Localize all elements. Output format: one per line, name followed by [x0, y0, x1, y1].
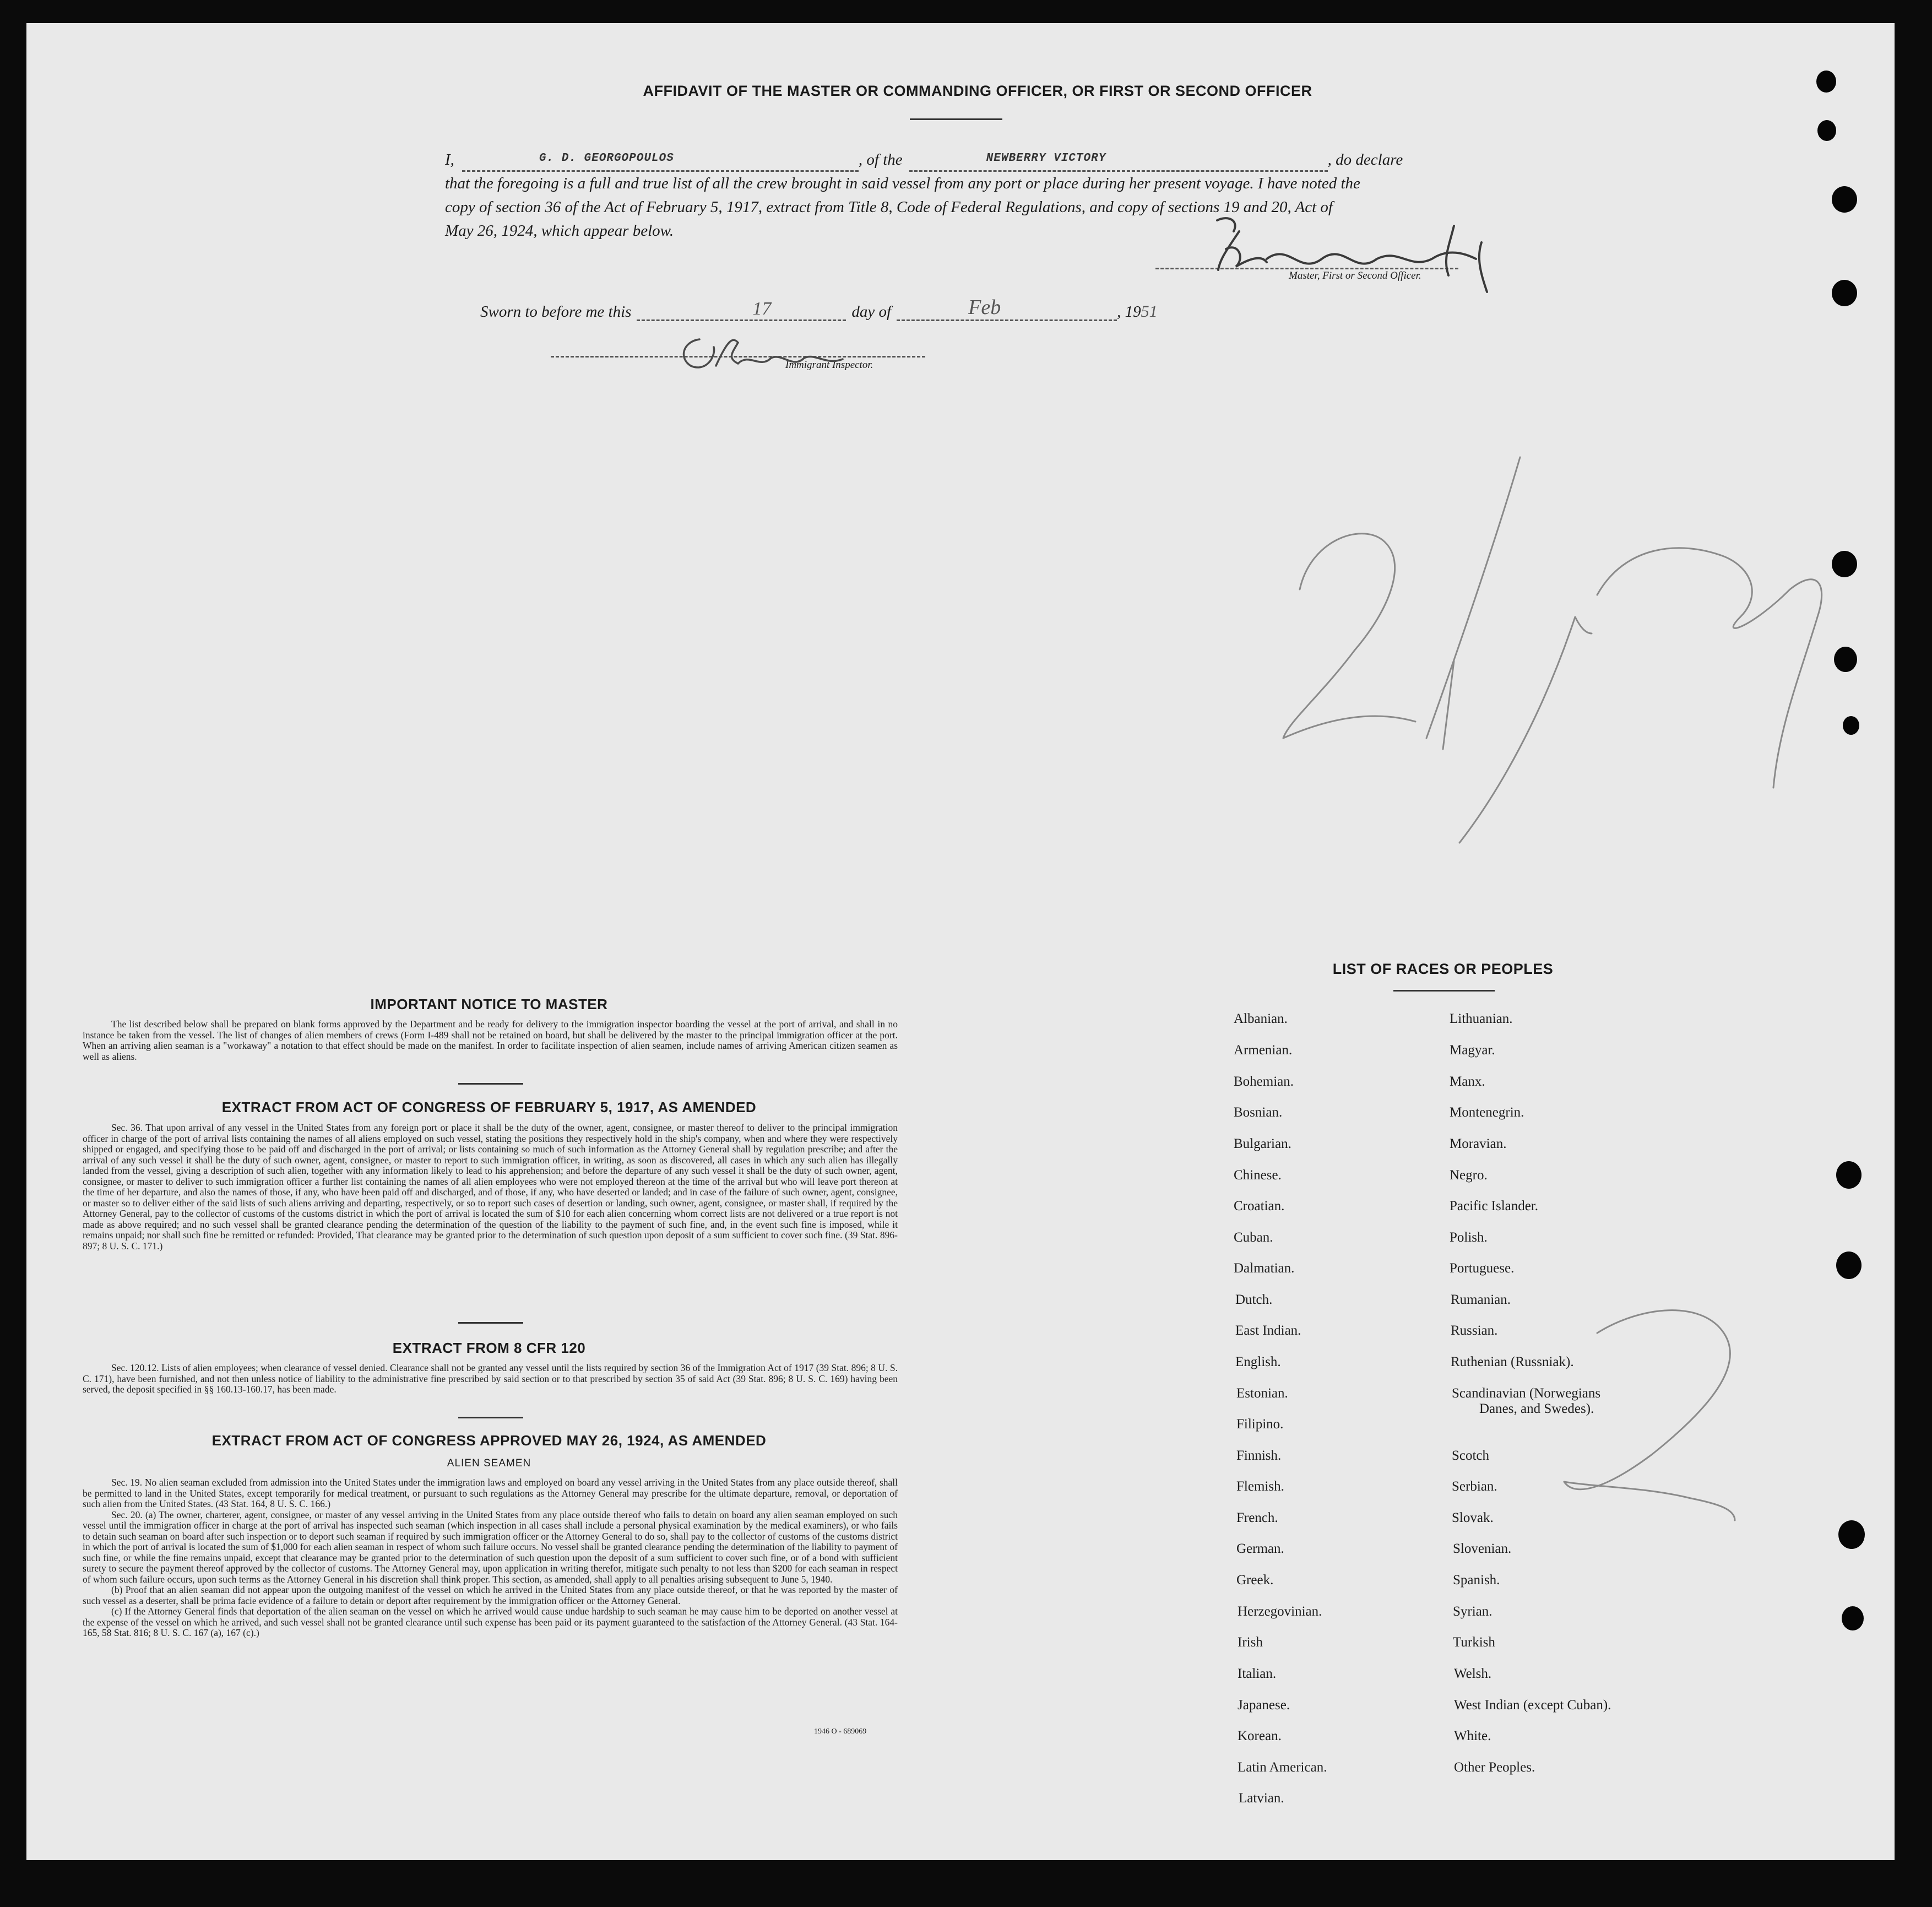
extract-1917-text: Sec. 36. That upon arrival of any vessel in the United States from any foreign port or place it shall be the duty of the owner, agent, consignee, or master thereof to deliver to the principal immigration officer in charge of the port of arrival lists containing the names of all aliens employed on such vessel, stating the positions they respectively hold in the ship's company, when and where they were respectively shipped or engaged, and specifying those to be paid off and discharged in the port of arrival; or lists containing so much of such information as the Attorney General shall by regulation prescribe; and after the arrival of any such vessel it shall be the duty of such owner, agent, consignee, or master to report to such immigration officer, in writing, as soon as discovered, all cases in which any such alien has illegally landed from the vessel, giving a description of such alien, together with any information likely to lead to his apprehension; and before the departure of any such vessel it shall be the duty of such owner, agent, consignee, or master to deliver to such immigration officer a further list containing the names of all alien employees who were not employed thereon at the time of the arrival but who will leave port thereon at the time of her departure, and also the names of those, if any, who have been paid off and discharged, and of those, if any, who have deserted or landed; and in case of the failure of such owner, agent, consignee, or master so to deliver either of the said lists of such aliens arriving and departing, respectively, or so to report such cases of desertion or landing, such owner, agent, consignee, or master shall, if required by the Attorney General, pay to the collector of customs of the customs district in which the port of arrival is located the sum of $10 for each alien concerning whom correct lists are not delivered or a true report is not made as above required; and no such vessel shall be granted clearance pending the determination of the question of the liability to the payment of such fine, and, in the event such fine is imposed, while it remains unpaid; nor shall such fine be remitted or refunded: Provided, That clearance may be granted prior to the determination of such question upon deposit of a sum sufficient to cover such fine. (39 Stat. 896-897; 8 U. S. C. 171.)	[83, 1122, 898, 1252]
affidavit-i-label: I,	[445, 151, 454, 169]
race-item: Welsh.	[1454, 1666, 1492, 1681]
extract-1924-title: EXTRACT FROM ACT OF CONGRESS APPROVED MAY 26, 1924, AS AMENDED	[211, 1432, 767, 1449]
race-item: Japanese.	[1238, 1698, 1290, 1713]
extract-1924-sec20a: Sec. 20. (a) The owner, charterer, agent, consignee, or master of any vessel arriving in the United States from any place outside thereof who fails to detain on board any alien seaman employed on such vessel until the immigration officer in charge at the port of arrival has inspected such seaman (which inspection in all cases shall include a personal physical examination by the medical examiners), or who fails to detain such seaman on board after such inspection or to deport such seaman if required by such immigration officer or the Attorney General to do so, shall pay to the collector of customs of the customs district in which the port of arrival is located the sum of $1,000 for each alien seaman in respect of whom such failure occurs. No vessel shall be granted clearance pending the determination of the liability to payment of such fine, or while the fine remains unpaid, except that clearance may be granted prior to the determination of such question upon the deposit of a sum sufficient to cover such fine, or of a bond with sufficient surety to secure the payment thereof approved by the collector of customs. The Attorney General may, upon application in writing therefor, mitigate such penalty to not less than $200 for each seaman in respect of whom such failure occurs, upon such terms as the Attorney General in his discretion shall think proper. This section, as amended, shall apply to all penalties arising subsequent to June 5, 1940.	[83, 1509, 898, 1585]
extract-1924-sec20c: (c) If the Attorney General finds that deportation of the alien seaman on the vessel on which he arrived would cause undue hardship to such seaman he may cause him to be deported on another vessel at the expense of the vessel on which he arrived, and such vessel shall not be granted clearance until such expense has been paid or its payment guaranteed to the satisfaction of the Attorney General. (43 Stat. 164-165, 58 Stat. 816; 8 U. S. C. 167 (a), 167 (c).)	[83, 1606, 898, 1638]
inspector-signature	[683, 339, 843, 367]
race-item: Syrian.	[1453, 1604, 1493, 1619]
race-item: Magyar.	[1450, 1043, 1495, 1058]
race-item: Albanian.	[1234, 1011, 1288, 1026]
race-item: Latvian.	[1239, 1791, 1284, 1806]
race-item: Filipino.	[1236, 1417, 1284, 1432]
race-item: Russian.	[1451, 1323, 1498, 1338]
races-title: LIST OF RACES OR PEOPLES	[1332, 961, 1554, 977]
race-item: Slovak.	[1452, 1510, 1494, 1525]
race-item: Estonian.	[1236, 1386, 1288, 1401]
races-rule	[1393, 990, 1495, 992]
race-item: Latin American.	[1238, 1760, 1327, 1775]
race-item: Croatian.	[1234, 1199, 1285, 1213]
race-item: Spanish.	[1453, 1573, 1500, 1588]
race-item: Armenian.	[1234, 1043, 1293, 1058]
extract-1924-sec20b: (b) Proof that an alien seaman did not appear upon the outgoing manifest of the vessel on which he arrived in the United States from any place outside thereof, or that he was reported by the master of such vessel as a deserter, shall be prima facie evidence of a failure to detain or deport after requirement by the immigration officer or the Attorney General.	[83, 1584, 898, 1606]
race-item: German.	[1236, 1541, 1284, 1556]
race-item: Bohemian.	[1234, 1074, 1294, 1089]
race-item: Irish	[1238, 1635, 1263, 1650]
affidavit-of-the-label: , of the	[858, 151, 903, 169]
race-item: Other Peoples.	[1454, 1760, 1535, 1775]
race-item: Italian.	[1238, 1666, 1277, 1681]
extract-cfr-text: Sec. 120.12. Lists of alien employees; when clearance of vessel denied. Clearance shall not be granted any vessel until the lists required by section 36 of the Immigration Act of 1917 (39 Stat. 896; 8 U. S. C. 171), have been furnished, and not then unless notice of liability to the administrative fine prescribed by said section or to that prescribed by section 35 of said Act (39 Stat. 896; 8 U. S. C. 169) having been served, the deposit specified in §§ 160.13-160.17, has been made.	[83, 1362, 898, 1395]
affidavit-line-4: May 26, 1924, which appear below.	[445, 222, 674, 240]
notice-rule	[458, 1083, 523, 1085]
race-item: Moravian.	[1450, 1136, 1507, 1151]
extract-1924-sec19: Sec. 19. No alien seaman excluded from admission into the United States under the immigration laws and employed on board any vessel arriving in the United States from any place outside thereof, shall be permitted to land in the United States, except temporarily for medical treatment, or pursuant to such regulations as the Attorney General may prescribe for the ultimate departure, removal, or deportation of such alien from the United States. (43 Stat. 164, 8 U. S. C. 166.)	[83, 1477, 898, 1509]
race-item: Pacific Islander.	[1450, 1199, 1539, 1213]
race-item: Bulgarian.	[1234, 1136, 1291, 1151]
inspector-caption: Immigrant Inspector.	[785, 359, 873, 371]
race-item: Danes, and Swedes).	[1479, 1401, 1594, 1416]
affidavit-title: AFFIDAVIT OF THE MASTER OR COMMANDING OFFICER, OR FIRST OR SECOND OFFICER	[643, 83, 1312, 99]
extract-1924-body	[83, 1477, 898, 1639]
master-caption: Master, First or Second Officer.	[1289, 270, 1421, 281]
race-item: Bosnian.	[1234, 1105, 1283, 1120]
race-item: Montenegrin.	[1450, 1105, 1524, 1120]
race-item: Manx.	[1450, 1074, 1485, 1089]
handwritten-date-note	[1283, 457, 1822, 843]
race-item: East Indian.	[1235, 1323, 1301, 1338]
notice-title: IMPORTANT NOTICE TO MASTER	[370, 996, 608, 1012]
print-code: 1946 O - 689069	[814, 1727, 867, 1736]
year-prefix: , 19	[1117, 303, 1141, 321]
day-of-label: day of	[851, 303, 892, 321]
master-name-value: G. D. GEORGOPOULOS	[539, 152, 674, 165]
race-item: Flemish.	[1236, 1479, 1284, 1494]
affidavit-do-declare: , do declare	[1327, 151, 1403, 169]
sworn-day-value: 17	[752, 299, 772, 319]
affidavit-line-3: copy of section 36 of the Act of February 5, 1917, extract from Title 8, Code of Federal Regulations, and copy of sections 19 and 20, Act of	[445, 198, 1333, 216]
race-item: Greek.	[1236, 1573, 1274, 1588]
race-item: Negro.	[1450, 1168, 1488, 1183]
extract-1917-title: EXTRACT FROM ACT OF CONGRESS OF FEBRUARY 5, 1917, AS AMENDED	[221, 1099, 757, 1115]
race-item: Cuban.	[1234, 1230, 1273, 1245]
extract-1917-rule	[458, 1322, 523, 1324]
race-item: Korean.	[1238, 1729, 1282, 1743]
sworn-month-value: Feb	[968, 296, 1001, 319]
race-item: French.	[1236, 1510, 1278, 1525]
sworn-label: Sworn to before me this	[480, 303, 632, 321]
race-item: Polish.	[1450, 1230, 1488, 1245]
race-item: Lithuanian.	[1450, 1011, 1513, 1026]
race-item: Turkish	[1453, 1635, 1495, 1650]
notice-text: The list described below shall be prepared on blank forms approved by the Department and be ready for delivery to the immigration inspector boarding the vessel at the port of arrival, and shall in no instance be taken from the vessel. The list of changes of alien members of crews (Form I-489 shall not be retained on board, but shall be delivered by the master to the principal immigration officer at the port. When an arriving alien seaman is a "workaway" a notation to that effect should be made on the manifest. In order to facilitate inspection of alien seamen, include names of arriving American citizen seamen as well as aliens.	[83, 1018, 898, 1062]
race-item: Portuguese.	[1450, 1261, 1515, 1276]
extract-cfr-title: EXTRACT FROM 8 CFR 120	[392, 1340, 586, 1356]
race-item: Dalmatian.	[1234, 1261, 1295, 1276]
race-item: Serbian.	[1452, 1479, 1497, 1494]
race-item: Scandinavian (Norwegians	[1452, 1386, 1601, 1401]
race-item: Dutch.	[1235, 1292, 1273, 1307]
race-item: Finnish.	[1236, 1448, 1282, 1463]
race-item: Scotch	[1452, 1448, 1490, 1463]
extract-cfr-rule	[458, 1417, 523, 1418]
vessel-name-value: NEWBERRY VICTORY	[986, 152, 1106, 165]
race-item: Herzegovinian.	[1238, 1604, 1322, 1619]
race-item: West Indian (except Cuban).	[1454, 1698, 1611, 1713]
race-item: White.	[1454, 1729, 1491, 1743]
affidavit-line-2: that the foregoing is a full and true list of all the crew brought in said vessel from any port or place during her present voyage. I have noted the	[445, 175, 1360, 192]
sworn-year-value: 51	[1141, 302, 1158, 321]
race-item: English.	[1235, 1355, 1281, 1369]
race-item: Ruthenian (Russniak).	[1451, 1355, 1574, 1369]
race-item: Slovenian.	[1453, 1541, 1512, 1556]
extract-1924-subtitle: ALIEN SEAMEN	[447, 1458, 531, 1469]
race-item: Chinese.	[1234, 1168, 1282, 1183]
race-item: Rumanian.	[1451, 1292, 1511, 1307]
master-signature	[1217, 218, 1487, 292]
